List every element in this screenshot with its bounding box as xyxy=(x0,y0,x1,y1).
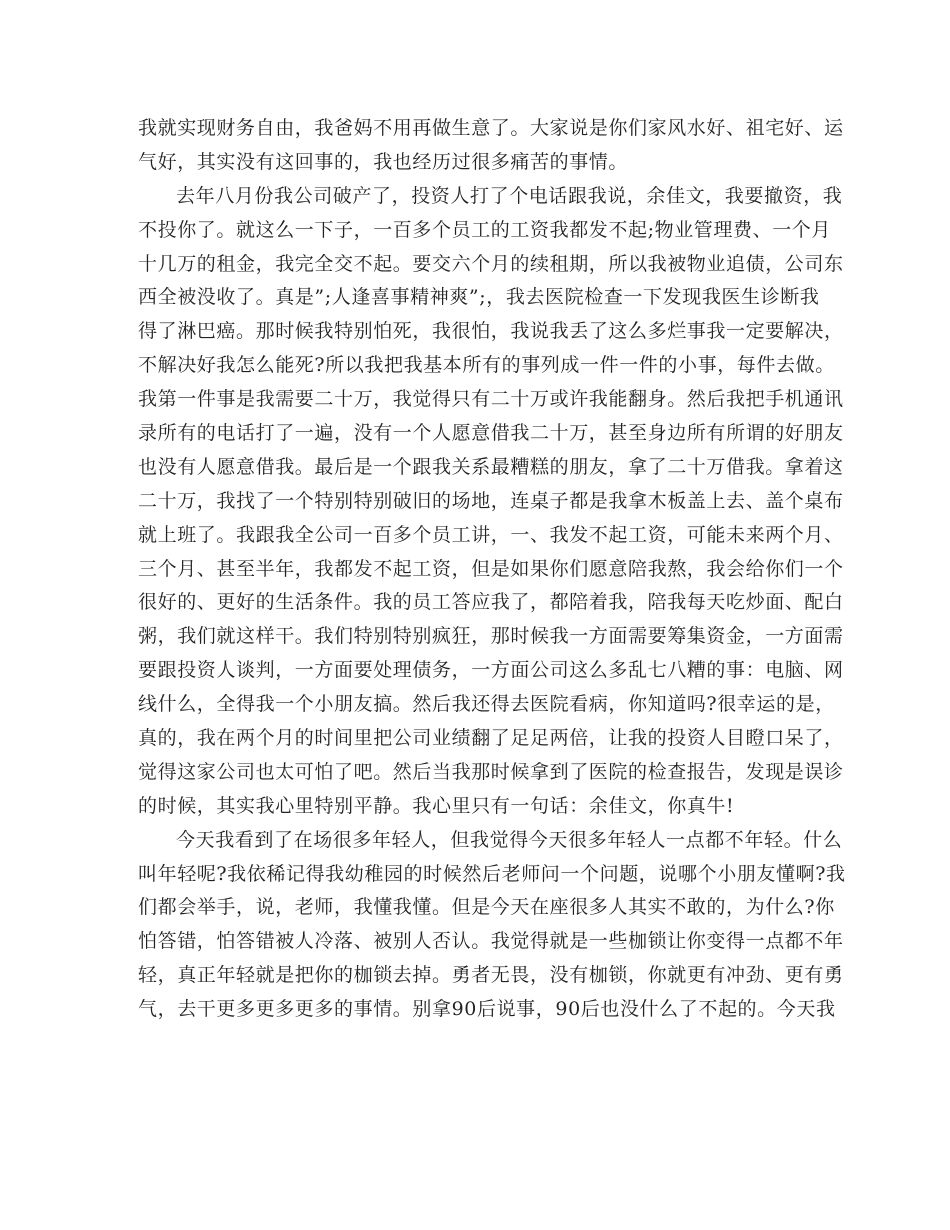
text-line: 的时候，其实我心里特别平静。我心里只有一句话：余佳文，你真牛! xyxy=(138,794,735,817)
text-line: 气，去干更多更多更多的事情。别拿90后说事，90后也没什么了不起的。今天我 xyxy=(138,998,836,1021)
text-line: 二十万，我找了一个特别特别破旧的场地，连桌子都是我拿木板盖上去、盖个桌布 xyxy=(138,489,844,512)
text-line: 轻，真正年轻就是把你的枷锁去掉。勇者无畏，没有枷锁，你就更有冲劲、更有勇 xyxy=(138,964,844,987)
text-line: 我就实现财务自由，我爸妈不用再做生意了。大家说是你们家风水好、祖宅好、运 xyxy=(138,117,844,139)
text-line: 就上班了。我跟我全公司一百多个员工讲，一、我发不起工资，可能未来两个月、 xyxy=(138,523,844,546)
text-line: 真的，我在两个月的时间里把公司业绩翻了足足两倍，让我的投资人目瞪口呆了， xyxy=(138,727,844,750)
text-line: 我第一件事是我需要二十万，我觉得只有二十万或许我能翻身。然后我把手机通讯 xyxy=(138,388,844,411)
paragraph-start-line: 去年八月份我公司破产了，投资人打了个电话跟我说，余佳文，我要撤资，我 xyxy=(176,184,843,207)
text-line: 得了淋巴癌。那时候我特别怕死，我很怕，我说我丢了这么多烂事我一定要解决， xyxy=(138,320,844,343)
text-line: 觉得这家公司也太可怕了吧。然后当我那时候拿到了医院的检查报告，发现是误诊 xyxy=(138,760,844,783)
text-line: 怕答错，怕答错被人冷落、被别人否认。我觉得就是一些枷锁让你变得一点都不年 xyxy=(138,930,844,953)
text-line: 线什么，全得我一个小朋友搞。然后我还得去医院看病，你知道吗?很幸运的是， xyxy=(138,693,835,716)
text-line: 三个月、甚至半年，我都发不起工资，但是如果你们愿意陪我熬，我会给你们一个 xyxy=(138,557,844,580)
text-line: 要跟投资人谈判，一方面要处理债务，一方面公司这么多乱七八糟的事：电脑、网 xyxy=(138,659,844,682)
text-line: 也没有人愿意借我。最后是一个跟我关系最糟糕的朋友，拿了二十万借我。拿着这 xyxy=(138,455,844,478)
text-line: 十几万的租金，我完全交不起。要交六个月的续租期，所以我被物业追债，公司东 xyxy=(138,252,844,275)
text-line: 粥，我们就这样干。我们特别特别疯狂，那时候我一方面需要筹集资金，一方面需 xyxy=(138,625,844,648)
text-line: 西全被没收了。真是”;人逢喜事精神爽”;，我去医院检查一下发现我医生诊断我 xyxy=(138,286,820,309)
text-line: 叫年轻呢?我依稀记得我幼稚园的时候然后老师问一个问题，说哪个小朋友懂啊?我 xyxy=(138,862,846,885)
text-line: 录所有的电话打了一遍，没有一个人愿意借我二十万，甚至身边所有所谓的好朋友 xyxy=(138,422,844,445)
text-line: 很好的、更好的生活条件。我的员工答应我了，都陪着我，陪我每天吃炒面、配白 xyxy=(138,591,844,614)
paragraph-start-line: 今天我看到了在场很多年轻人，但我觉得今天很多年轻人一点都不年轻。什么 xyxy=(176,828,843,851)
text-line: 不投你了。就这么一下子，一百多个员工的工资我都发不起;物业管理费、一个月 xyxy=(138,218,832,241)
text-line: 气好，其实没有这回事的，我也经历过很多痛苦的事情。 xyxy=(138,150,629,173)
text-line: 不解决好我怎么能死?所以我把我基本所有的事列成一件一件的小事，每件去做。 xyxy=(138,354,835,377)
text-line: 们都会举手，说，老师，我懂我懂。但是今天在座很多人其实不敢的，为什么?你 xyxy=(138,896,835,919)
body-text xyxy=(138,112,846,1027)
